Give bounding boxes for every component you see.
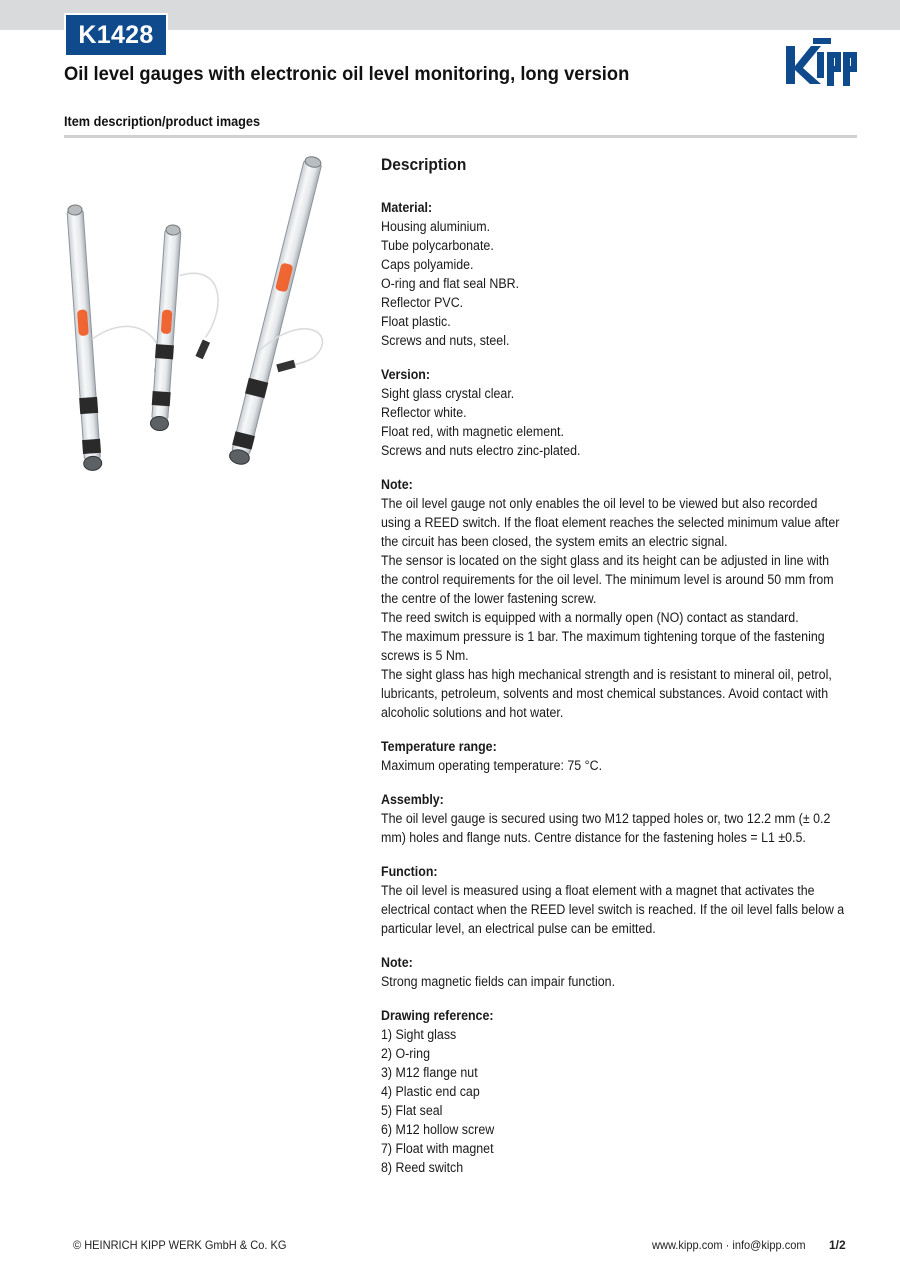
block-title: Version: xyxy=(381,367,431,382)
block-line: The reed switch is equipped with a normally open (NO) contact as standard. xyxy=(381,610,799,625)
block-title: Assembly: xyxy=(381,792,444,807)
description-block xyxy=(381,953,859,991)
block-title: Temperature range: xyxy=(381,739,497,754)
block-line: The oil level is measured using a float element with a magnet that activates the xyxy=(381,883,815,898)
block-line: Reflector PVC. xyxy=(381,295,464,310)
description-block xyxy=(381,862,859,938)
page-title: Oil level gauges with electronic oil level monitoring, long version xyxy=(64,63,630,85)
block-line: 6) M12 hollow screw xyxy=(381,1122,495,1137)
block-line: Strong magnetic fields can impair function. xyxy=(381,974,616,989)
description-block xyxy=(381,365,859,460)
block-line: 5) Flat seal xyxy=(381,1103,443,1118)
section-label: Item description/product images xyxy=(64,114,261,129)
section-divider xyxy=(64,135,857,138)
description-block xyxy=(381,475,859,722)
block-line: alcoholic solutions and hot water. xyxy=(381,705,564,720)
block-line: the circuit has been closed, the system emits an electric signal. xyxy=(381,534,728,549)
block-line: 8) Reed switch xyxy=(381,1160,464,1175)
footer-copyright: © HEINRICH KIPP WERK GmbH & Co. KG xyxy=(73,1238,287,1252)
block-line: electrical contact when the REED level switch is reached. If the oil level falls below a xyxy=(381,902,845,917)
block-line: particular level, an electrical pulse can be emitted. xyxy=(381,921,656,936)
block-line: lubricants, petroleum, solvents and most chemical substances. Avoid contact with xyxy=(381,686,829,701)
footer-contact: www.kipp.com · info@kipp.com xyxy=(652,1238,806,1252)
description-block xyxy=(381,198,859,350)
block-title: Material: xyxy=(381,200,433,215)
block-line: the control requirements for the oil level. The minimum level is around 50 mm from xyxy=(381,572,834,587)
description-block xyxy=(381,737,859,775)
block-line: 2) O-ring xyxy=(381,1046,431,1061)
product-code-badge: K1428 xyxy=(64,13,168,57)
description-blocks xyxy=(381,198,859,1177)
block-line: 7) Float with magnet xyxy=(381,1141,494,1156)
block-line: Screws and nuts, steel. xyxy=(381,333,510,348)
block-line: The maximum pressure is 1 bar. The maximum tightening torque of the fastening xyxy=(381,629,825,644)
block-line: mm) holes and flange nuts. Centre distance for the fastening holes = L1 ±0.5. xyxy=(381,830,806,845)
block-line: The sensor is located on the sight glass and its height can be adjusted in line with xyxy=(381,553,830,568)
block-line: Sight glass crystal clear. xyxy=(381,386,515,401)
block-line: 3) M12 flange nut xyxy=(381,1065,478,1080)
kipp-logo xyxy=(783,38,859,92)
product-image-oil-gauges xyxy=(55,150,345,480)
block-line: screws is 5 Nm. xyxy=(381,648,469,663)
block-title: Drawing reference: xyxy=(381,1008,494,1023)
block-line: Tube polycarbonate. xyxy=(381,238,494,253)
block-line: O-ring and flat seal NBR. xyxy=(381,276,520,291)
block-title: Function: xyxy=(381,864,438,879)
description-heading: Description xyxy=(381,156,467,174)
block-line: The sight glass has high mechanical strength and is resistant to mineral oil, petrol, xyxy=(381,667,832,682)
block-line: Screws and nuts electro zinc-plated. xyxy=(381,443,581,458)
block-line: Float red, with magnetic element. xyxy=(381,424,564,439)
description-column xyxy=(381,154,859,1192)
description-block xyxy=(381,790,859,847)
block-title: Note: xyxy=(381,955,413,970)
block-line: the centre of the lower fastening screw. xyxy=(381,591,597,606)
block-line: Housing aluminium. xyxy=(381,219,491,234)
block-line: Reflector white. xyxy=(381,405,467,420)
block-line: Maximum operating temperature: 75 °C. xyxy=(381,758,603,773)
block-line: Float plastic. xyxy=(381,314,451,329)
block-line: The oil level gauge is secured using two M12 tapped holes or, two 12.2 mm (± 0.2 xyxy=(381,811,831,826)
block-line: using a REED switch. If the float element reaches the selected minimum value after xyxy=(381,515,840,530)
block-title: Note: xyxy=(381,477,413,492)
block-line: 4) Plastic end cap xyxy=(381,1084,480,1099)
description-block xyxy=(381,1006,859,1177)
block-line: Caps polyamide. xyxy=(381,257,474,272)
block-line: 1) Sight glass xyxy=(381,1027,457,1042)
page-number: 1/2 xyxy=(829,1238,846,1252)
block-line: The oil level gauge not only enables the oil level to be viewed but also recorded xyxy=(381,496,818,511)
